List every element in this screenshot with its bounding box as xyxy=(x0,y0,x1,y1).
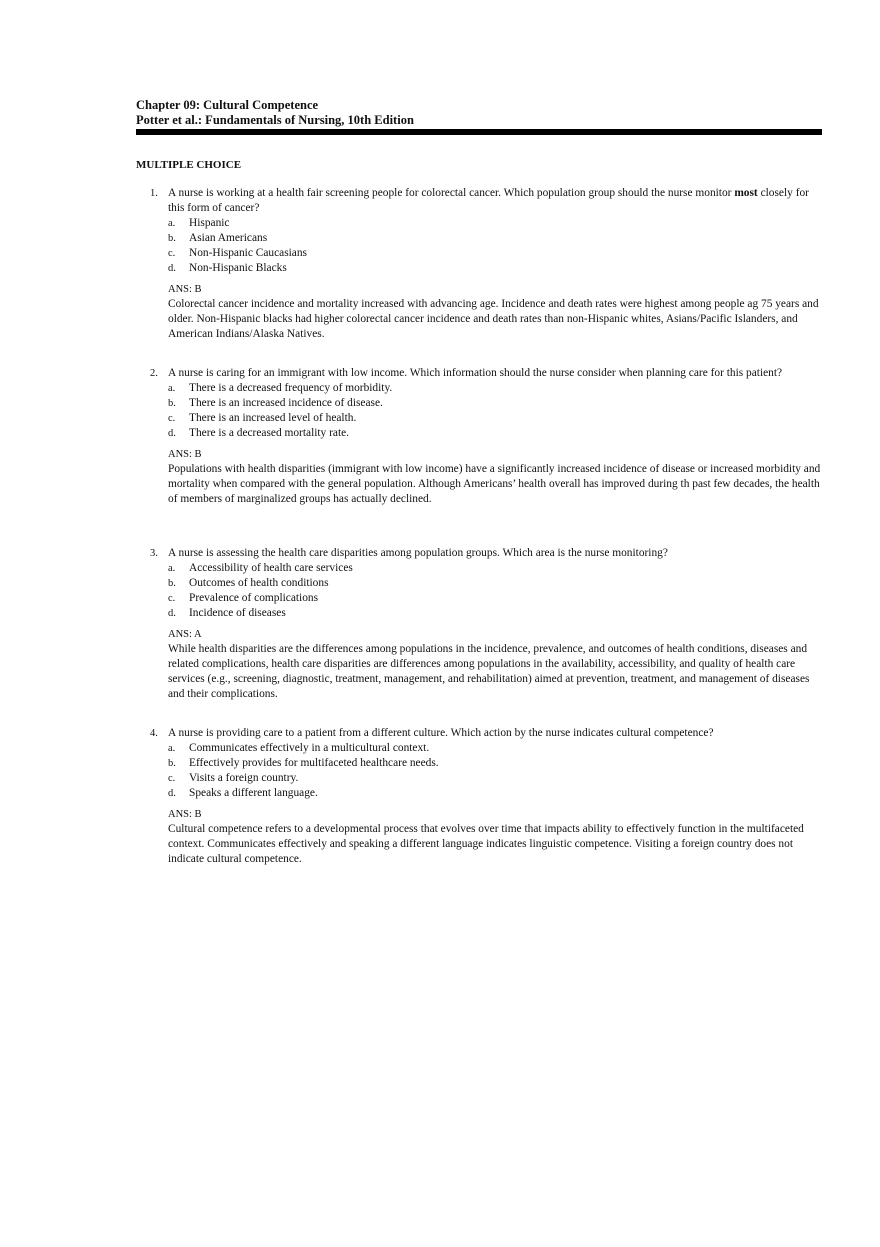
question-stem: A nurse is assessing the health care disparities among population groups. Which area is the nurse monitoring? xyxy=(168,547,668,559)
option-letter: a. xyxy=(168,218,176,229)
option-list xyxy=(146,561,836,621)
option-letter: c. xyxy=(168,413,176,424)
option-letter: b. xyxy=(168,578,176,589)
option-b xyxy=(168,396,836,411)
answer-key: ANS: A xyxy=(168,629,202,640)
option-d xyxy=(168,426,836,441)
option-a xyxy=(168,561,836,576)
option-letter: d. xyxy=(168,788,176,799)
answer-block xyxy=(146,282,836,342)
option-text: There is an increased incidence of disease. xyxy=(189,397,383,409)
answer-block xyxy=(146,447,836,507)
option-list xyxy=(146,381,836,441)
rationale: While health disparities are the differences among populations in the incidence, prevalence, and outcomes of health conditions, diseases and related complications, health care disparities are differences among populations in the availability, accessibility, and quality of health care services (e.g., screening, diagnostic, treatment, management, and rehabilitation) aimed at prevention, treatment, and management of diseases and their complications. xyxy=(168,643,810,700)
option-a xyxy=(168,741,836,756)
answer-block xyxy=(146,627,836,702)
option-d xyxy=(168,786,836,801)
question-stem-part: A nurse is working at a health fair screening people for colorectal cancer. Which population group should the nurse monitor xyxy=(168,187,735,199)
rationale: Colorectal cancer incidence and mortality increased with advancing age. Incidence and death rates were highest among people ag 75 years and older. Non-Hispanic blacks had higher colorectal cancer incidence and death rates than non-Hispanic whites, Asians/Pacific Islanders, and American Indians/Alaska Natives. xyxy=(168,298,819,340)
option-text: Incidence of diseases xyxy=(189,607,286,619)
option-b xyxy=(168,576,836,591)
option-letter: b. xyxy=(168,233,176,244)
option-list xyxy=(146,741,836,801)
option-text: Speaks a different language. xyxy=(189,787,318,799)
section-title: MULTIPLE CHOICE xyxy=(136,159,242,171)
option-b xyxy=(168,756,836,771)
answer-key: ANS: B xyxy=(168,284,202,295)
option-text: Asian Americans xyxy=(189,232,268,244)
question-number: 1. xyxy=(150,188,158,199)
question-number: 4. xyxy=(150,728,158,739)
answer-key: ANS: B xyxy=(168,449,202,460)
option-letter: b. xyxy=(168,398,176,409)
option-c xyxy=(168,591,836,606)
document-header xyxy=(136,98,822,128)
option-letter: a. xyxy=(168,563,176,574)
question-number: 3. xyxy=(150,548,158,559)
question-stem-part: closely for this form of cancer? xyxy=(168,187,809,214)
option-a xyxy=(168,381,836,396)
option-letter: c. xyxy=(168,593,176,604)
option-b xyxy=(168,231,836,246)
option-text: Outcomes of health conditions xyxy=(189,577,329,589)
question-stem-emphasis: most xyxy=(734,187,758,199)
option-letter: d. xyxy=(168,608,176,619)
question-number: 2. xyxy=(150,368,158,379)
option-letter: a. xyxy=(168,743,176,754)
book-title: Potter et al.: Fundamentals of Nursing, 10th Edition xyxy=(136,113,414,127)
question-1 xyxy=(146,186,836,342)
option-text: Non-Hispanic Caucasians xyxy=(189,247,307,259)
option-letter: d. xyxy=(168,428,176,439)
option-text: There is a decreased mortality rate. xyxy=(189,427,350,439)
option-text: Effectively provides for multifaceted healthcare needs. xyxy=(189,757,439,769)
option-letter: d. xyxy=(168,263,176,274)
chapter-title: Chapter 09: Cultural Competence xyxy=(136,98,319,112)
option-text: Communicates effectively in a multicultural context. xyxy=(189,742,430,754)
question-2 xyxy=(146,366,836,507)
option-d xyxy=(168,261,836,276)
question-stem: A nurse is providing care to a patient from a different culture. Which action by the nurse indicates cultural competence? xyxy=(168,727,714,739)
option-letter: b. xyxy=(168,758,176,769)
option-letter: a. xyxy=(168,383,176,394)
answer-block xyxy=(146,807,836,867)
question-3 xyxy=(146,546,836,702)
rationale: Cultural competence refers to a developmental process that evolves over time that impacts ability to effectively function in the multifaceted context. Communicates effectively and speaking a different language indicates linguistic competence. Visiting a foreign country does not indicate cultural competence. xyxy=(168,823,804,865)
option-text: There is a decreased frequency of morbidity. xyxy=(189,382,393,394)
option-d xyxy=(168,606,836,621)
question-4 xyxy=(146,726,836,867)
option-text: Non-Hispanic Blacks xyxy=(189,262,287,274)
option-letter: c. xyxy=(168,248,176,259)
option-a xyxy=(168,216,836,231)
option-c xyxy=(168,246,836,261)
option-list xyxy=(146,216,836,276)
option-text: Prevalence of complications xyxy=(189,592,319,604)
question-stem xyxy=(168,186,823,216)
option-c xyxy=(168,411,836,426)
option-letter: c. xyxy=(168,773,176,784)
option-text: Accessibility of health care services xyxy=(189,562,353,574)
option-text: Hispanic xyxy=(189,217,230,229)
option-text: Visits a foreign country. xyxy=(189,772,299,784)
question-stem: A nurse is caring for an immigrant with low income. Which information should the nurse consider when planning care for this patient? xyxy=(168,367,783,379)
header-rule xyxy=(136,129,822,135)
rationale: Populations with health disparities (immigrant with low income) have a significantly increased incidence of disease or increased morbidity and mortality when compared with the general population. Although Americans’ health overall has improved during th past few decades, the health of members of marginalized groups has actually declined. xyxy=(168,463,821,505)
answer-key: ANS: B xyxy=(168,809,202,820)
option-text: There is an increased level of health. xyxy=(189,412,357,424)
option-c xyxy=(168,771,836,786)
